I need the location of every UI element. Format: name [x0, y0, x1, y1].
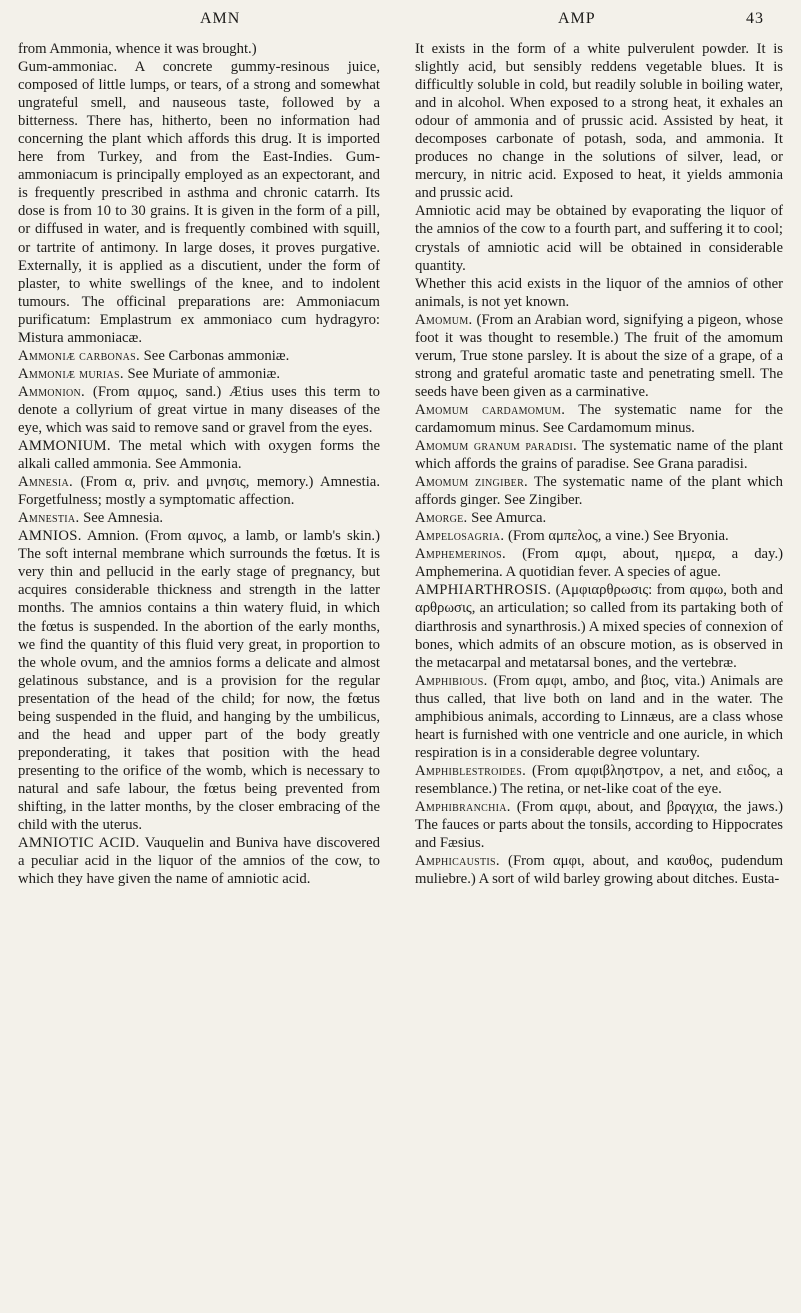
entry-headword: Amomum granum paradisi.: [415, 438, 577, 455]
dictionary-entry: [18, 834, 380, 888]
running-head-left: AMN: [200, 10, 241, 27]
entry-text: (From α, priv. and μνησις, memory.) Amnestia. Forgetfulness; mostly a symptomatic affection.: [18, 474, 380, 509]
dictionary-entry: [18, 527, 380, 834]
dictionary-entry: [415, 581, 783, 671]
dictionary-entry: [18, 365, 380, 383]
entry-text: See Muriate of ammoniæ.: [127, 365, 281, 382]
entry-text: (From αμφι, about, ημερα, a day.) Amphemerina. A quotidian fever. A species of ague.: [415, 546, 784, 581]
dictionary-entry: [415, 401, 783, 437]
entry-text: See Amnesia.: [83, 510, 164, 527]
entry-headword: Amphibranchia.: [415, 798, 511, 815]
entry-headword: Ammonion.: [18, 383, 85, 400]
page-number: 43: [746, 10, 764, 27]
entry-headword: AMPHIARTHROSIS.: [415, 582, 552, 599]
dictionary-entry: [415, 527, 783, 545]
entry-text: Amnion. (From αμνος, a lamb, or lamb's skin.) The soft internal membrane which surrounds the fœtus. It is very thin and pellucid in the early stage of pregnancy, but acquires considerable thickness and strength in the latter months. The amnios contains a thin watery fluid, in which the fœtus is suspended. In the abortion of the early months, we find the quantity of this fluid very great, in proportion to the whole ovum, and the amnios forms a delicate and almost gelatinous substance, and is a provision for the regular presentation of the head of the child; for now, the fœtus being suspended in the fluid, and hanging by the umbilicus, and the head and upper part of the body greatly preponderating, it takes that position with the head presenting to the orifice of the womb, which is necessary to natural and safe labour, the fœtus being prevented from shifting, in the latter months, by the closer embracing of the child with the uterus.: [18, 528, 380, 834]
entry-text: See Carbonas ammoniæ.: [143, 347, 290, 364]
entry-text: Gum-ammoniac. A concrete gummy-resinous juice, composed of little lumps, or tears, of a strong and somewhat ungrateful smell, and nauseous taste, followed by a bitterness. There has, hitherto, been no information had concerning the plant which affords this drug. It is imported here from Turkey, and from the East-Indies. Gum-ammoniacum is principally employed as an expectorant, and is frequently prescribed in asthma and chronic catarrh. Its dose is from 10 to 30 grains. It is given in the form of a pill, or diffused in water, and is frequently combined with squill, or tartrite of antimony. In large doses, it proves purgative. Externally, it is applied as a discutient, under the form of plaster, to white swellings of the knee, and to indolent tumours. The officinal preparations are: Ammoniacum purificatum: Emplastrum ex ammoniaco cum hydragyro: Mistura ammoniacæ.: [18, 59, 380, 346]
dictionary-entry: [18, 40, 380, 58]
dictionary-entry: [415, 311, 783, 401]
entry-text: (Αμφιαρθρωσις: from αμφω, both and αρθρωσις, an articulation; so called from its partaking both of diarthrosis and synarthrosis.) A mixed species of connexion of bones, which admits of an obscure motion, as is observed in the metacarpal and metatarsal bones, and the vertebræ.: [415, 582, 783, 671]
dictionary-entry: [415, 509, 783, 527]
entry-headword: AMNIOS.: [18, 528, 82, 545]
entry-text: (From an Arabian word, signifying a pigeon, whose foot it was thought to resemble.) The fruit of the amomum verum, True stone parsley. It is about the size of a grape, of a strong and grateful aromatic taste and penetrating smell. The seeds have been given as a carminative.: [415, 311, 784, 400]
entry-text: The systematic name for the cardamomum minus. See Cardamomum minus.: [415, 401, 784, 436]
entry-text: The systematic name of the plant which affords ginger. See Zingiber.: [415, 474, 783, 509]
entry-headword: Amorge.: [415, 510, 468, 527]
dictionary-entry: [415, 798, 783, 852]
dictionary-entry: [415, 473, 783, 509]
entry-headword: Amomum cardamomum.: [415, 401, 566, 418]
dictionary-entry: [415, 437, 783, 473]
left-column: [18, 40, 380, 888]
dictionary-entry: [18, 437, 380, 473]
entry-text: (From αμφι, about, and βραγχια, the jaws.) The fauces or parts about the tonsils, according to Hippocrates and Fæsius.: [415, 798, 784, 852]
entry-headword: Amomum zingiber.: [415, 474, 529, 491]
running-head: [0, 10, 801, 36]
right-column: [415, 40, 783, 888]
entry-text: See Amurca.: [471, 510, 547, 527]
entry-headword: AMMONIUM.: [18, 438, 111, 455]
entry-text: (From αμφιβληστρον, a net, and ειδος, a resemblance.) The retina, or net-like coat of the eye.: [415, 762, 783, 797]
dictionary-entry: [18, 509, 380, 527]
entry-text: (From αμπελος, a vine.) See Bryonia.: [507, 528, 729, 545]
entry-headword: Amphemerinos.: [415, 546, 506, 563]
entry-text: from Ammonia, whence it was brought.): [18, 41, 257, 57]
entry-headword: Amnesia.: [18, 474, 74, 491]
dictionary-entry: [18, 473, 380, 509]
dictionary-entry: [18, 347, 380, 365]
dictionary-entry: [415, 275, 783, 311]
entry-headword: Amphiblestroides.: [415, 762, 527, 779]
dictionary-entry: [415, 40, 783, 202]
entry-text: The systematic name of the plant which affords the grains of paradise. See Grana paradisi.: [415, 438, 783, 473]
entry-text: (From αμμος, sand.) Ætius uses this term to denote a collyrium of great virtue in many diseases of the eye, which was said to remove sand or gravel from the eyes.: [18, 383, 381, 436]
entry-text: Amniotic acid may be obtained by evaporating the liquor of the amnios of the cow to a fourth part, and suffering it to cool; crystals of amniotic acid will be obtained in considerable quantity.: [415, 203, 783, 274]
entry-headword: Ammoniæ murias.: [18, 365, 124, 382]
dictionary-entry: [415, 672, 783, 762]
entry-headword: Amphicaustis.: [415, 853, 500, 870]
entry-text: Vauquelin and Buniva have discovered a peculiar acid in the liquor of the amnios of the cow, to which they have given the name of amniotic acid.: [18, 835, 380, 888]
entry-text: (From αμφι, ambo, and βιος, vita.) Animals are thus called, that live both on land and in the water. The amphibious animals, according to Linnæus, are a class whose heart is furnished with one ventricle and one auricle, in which respiration is in a considerable degree voluntary.: [415, 672, 784, 761]
entry-headword: Amnestia.: [18, 510, 80, 527]
running-head-right: AMP: [558, 10, 596, 27]
dictionary-entry: [18, 58, 380, 347]
dictionary-entry: [415, 852, 783, 888]
entry-text: The metal which with oxygen forms the alkali called ammonia. See Ammonia.: [18, 438, 380, 473]
entry-headword: Ammoniæ carbonas.: [18, 347, 140, 364]
entry-text: It exists in the form of a white pulverulent powder. It is slightly acid, but sensibly reddens vegetable blues. It is difficultly soluble in cold, but readily soluble in boiling water, and in alcohol. When exposed to a strong heat, it exhales an odour of ammonia and of prussic acid. Assisted by heat, it decomposes carbonate of potash, soda, and ammonia. It produces no change in the solutions of silver, lead, or mercury, in nitric acid. Exposed to heat, it yields ammonia and prussic acid.: [415, 41, 783, 202]
dictionary-entry: [415, 545, 783, 581]
entry-headword: Amomum.: [415, 311, 473, 328]
dictionary-entry: [415, 202, 783, 274]
dictionary-entry: [18, 383, 380, 437]
entry-headword: Ampelosagria.: [415, 528, 505, 545]
entry-text: Whether this acid exists in the liquor of the amnios of other animals, is not yet known.: [415, 275, 783, 310]
entry-text: (From αμφι, about, and καυθος, pudendum muliebre.) A sort of wild barley growing about ditches. Eusta-: [415, 853, 783, 888]
dictionary-entry: [415, 762, 783, 798]
entry-headword: Amphibious.: [415, 672, 488, 689]
entry-headword: AMNIOTIC ACID.: [18, 835, 140, 852]
